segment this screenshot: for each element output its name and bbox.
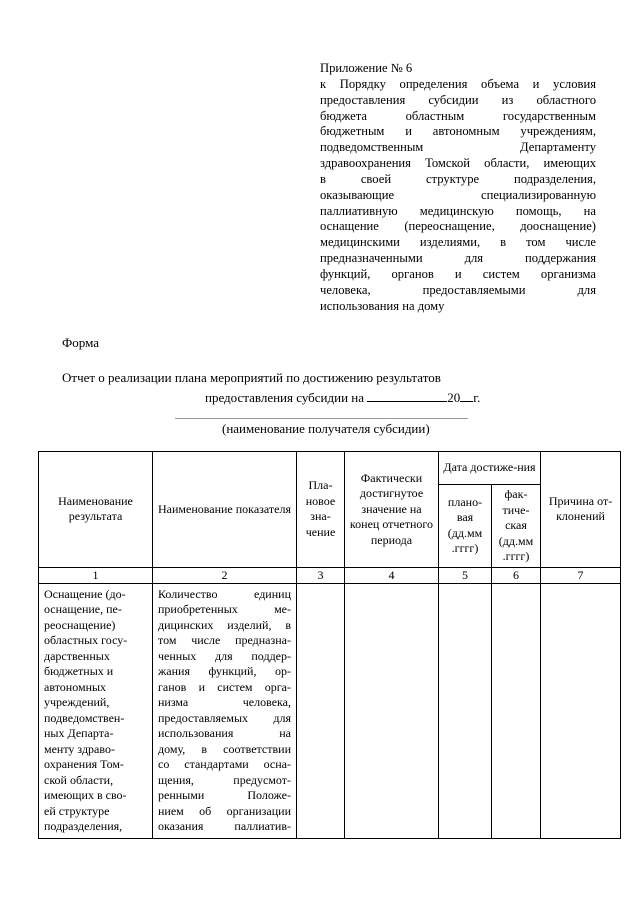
- cell-line: ных Департа-: [44, 726, 114, 740]
- report-title-line1: Отчет о реализации плана мероприятий по достижению результатов: [62, 370, 441, 385]
- header-actual-value: Фактически достигнутое значение на конец отчетного периода: [345, 452, 439, 568]
- year-blank-field[interactable]: [460, 390, 473, 402]
- appendix-line: функций, органов и систем организма: [320, 266, 596, 281]
- cell-line: приобретенных ме-: [158, 602, 291, 616]
- header-deviation-reason: Причина от-клонений: [541, 452, 621, 568]
- cell-line: ченных для поддер-: [158, 648, 291, 663]
- cell-line: менту здраво-: [44, 741, 115, 756]
- column-number: 4: [345, 567, 439, 583]
- cell-line: щения, предусмот-: [158, 772, 291, 787]
- appendix-title: Приложение № 6: [320, 61, 413, 75]
- appendix-line: подведомственным Департаменту: [320, 140, 596, 155]
- header-date-actual: фак-тиче-ская (дд.мм .гггг): [492, 485, 541, 568]
- cell-line: имеющих в сво-: [44, 788, 127, 802]
- appendix-line: предоставления субсидии из областного: [320, 92, 596, 107]
- header-indicator-name: Наименование показателя: [153, 452, 297, 568]
- cell-line: автономных: [44, 679, 107, 694]
- cell-line: ской области,: [44, 772, 114, 787]
- recipient-caption: (наименование получателя субсидии): [222, 421, 430, 436]
- planned-value-cell[interactable]: [297, 583, 345, 838]
- cell-line: Оснащение (до-: [44, 586, 126, 601]
- appendix-line: медицинскими изделиями, в том числе: [320, 235, 596, 250]
- appendix-line: использования на дому: [320, 298, 445, 313]
- cell-line: бюджетных и: [44, 664, 114, 678]
- column-number: 3: [297, 567, 345, 583]
- date-planned-cell[interactable]: [439, 583, 492, 838]
- appendix-line: предназначенными для поддержания: [320, 251, 596, 266]
- cell-line: жания функций, ор-: [158, 664, 291, 678]
- cell-line: охранения Том-: [44, 757, 124, 771]
- report-title-line2: [205, 390, 480, 406]
- deviation-reason-cell[interactable]: [541, 583, 621, 838]
- cell-line: том числе предназна-: [158, 633, 291, 647]
- appendix-line: бюджета областным государственным: [320, 108, 596, 123]
- indicator-cell: [153, 583, 297, 838]
- report-year-suffix: г.: [473, 390, 481, 405]
- cell-line: реоснащение): [44, 617, 116, 632]
- report-title-prefix: предоставления субсидии на: [205, 390, 365, 405]
- report-year-prefix: 20: [447, 390, 461, 405]
- header-row: [39, 452, 621, 485]
- appendix-line: оказывающие специализированную: [320, 187, 596, 202]
- report-table: [38, 451, 621, 839]
- actual-value-cell[interactable]: [345, 583, 439, 838]
- cell-line: оснащение, пе-: [44, 602, 122, 616]
- header-achievement-date: Дата достиже-ния: [439, 452, 541, 485]
- column-number-row: [39, 567, 621, 583]
- appendix-line: оснащение (переоснащение, дооснащение): [320, 219, 596, 234]
- cell-line: подразделения,: [44, 819, 123, 833]
- cell-line: учреждений,: [44, 695, 110, 709]
- cell-line: оказания паллиатив-: [158, 819, 291, 833]
- recipient-name-line[interactable]: [175, 418, 468, 419]
- header-result-name: Наименование результата: [39, 452, 153, 568]
- header-planned-value: Пла-новое зна-чение: [297, 452, 345, 568]
- cell-line: предоставляемых для: [158, 710, 291, 725]
- table-row: [39, 583, 621, 838]
- form-label: Форма: [62, 335, 99, 350]
- column-number: 5: [439, 567, 492, 583]
- cell-line: со стандартами осна-: [158, 757, 291, 771]
- date-actual-cell[interactable]: [492, 583, 541, 838]
- appendix-line: в своей структуре подразделения,: [320, 171, 596, 186]
- column-number: 6: [492, 567, 541, 583]
- date-blank-field[interactable]: [367, 390, 447, 402]
- cell-line: низма человека,: [158, 695, 291, 709]
- column-number: 1: [39, 567, 153, 583]
- cell-line: дому, в соответствии: [158, 741, 291, 756]
- column-number: 7: [541, 567, 621, 583]
- cell-line: нием об организации: [158, 803, 291, 818]
- header-date-planned: плано-вая (дд.мм .гггг): [439, 485, 492, 568]
- cell-line: подведомствен-: [44, 710, 125, 725]
- cell-line: ренными Положе-: [158, 788, 291, 802]
- cell-line: ей структуре: [44, 803, 110, 818]
- appendix-block: [320, 61, 596, 315]
- column-number: 2: [153, 567, 297, 583]
- cell-line: дицинских изделий, в: [158, 617, 291, 632]
- appendix-line: человека, предоставляемыми для: [320, 282, 596, 297]
- cell-line: ганов и систем орга-: [158, 679, 291, 694]
- cell-line: областных госу-: [44, 633, 128, 647]
- result-cell: [39, 583, 153, 838]
- appendix-line: к Порядку определения объема и условия: [320, 76, 596, 91]
- cell-line: дарственных: [44, 648, 110, 663]
- cell-line: использования на: [158, 726, 291, 740]
- appendix-line: паллиативную медицинскую помощь, на: [320, 203, 596, 218]
- appendix-line: бюджетным и автономным учреждениям,: [320, 124, 596, 139]
- appendix-line: здравоохранения Томской области, имеющих: [320, 156, 596, 171]
- cell-line: Количество единиц: [158, 586, 291, 601]
